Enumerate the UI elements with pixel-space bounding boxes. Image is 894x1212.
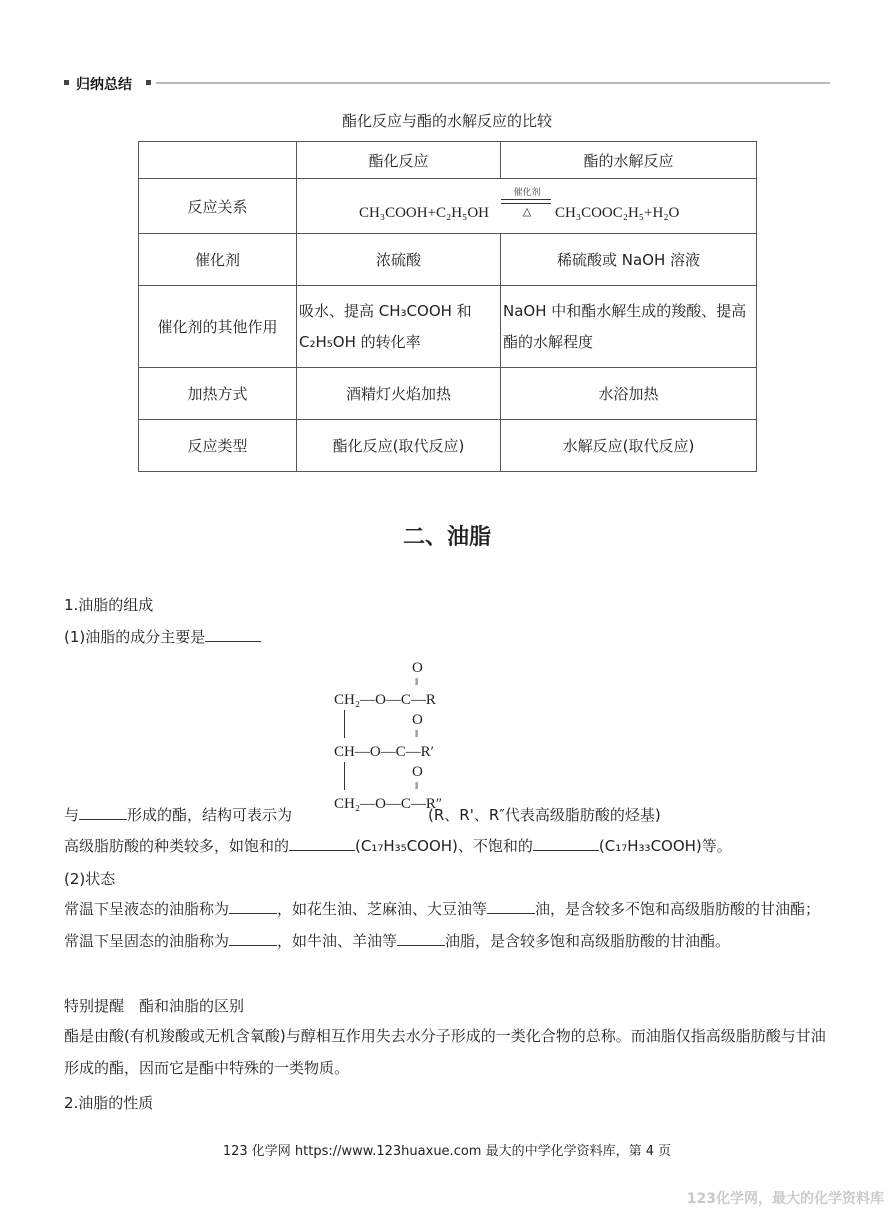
oxygen-label: O xyxy=(412,764,423,780)
subsection-heading: 2.油脂的性质 xyxy=(64,1094,154,1112)
fill-blank[interactable] xyxy=(205,640,261,642)
question-text: (C₁₇H₃₅COOH)、不饱和的 xyxy=(355,837,533,855)
row-label: 加热方式 xyxy=(139,368,297,420)
structure-row: CH₂—O—C—R″ xyxy=(334,796,443,812)
cell-esterification: 酒精灯火焰加热 xyxy=(297,368,501,420)
structure-row: CH₂—O—C—R xyxy=(334,692,436,708)
cell-hydrolysis: 水浴加热 xyxy=(501,368,757,420)
fill-blank[interactable] xyxy=(79,818,127,820)
state-paragraph xyxy=(64,893,830,957)
fill-blank[interactable] xyxy=(229,944,277,946)
fill-blank[interactable] xyxy=(289,849,355,851)
tip-heading: 特别提醒 酯和油脂的区别 xyxy=(64,997,245,1015)
cell-esterification: 酯化反应(取代反应) xyxy=(297,420,501,472)
question-text: ，如花生油、芝麻油、大豆油等 xyxy=(277,900,488,918)
bond-line xyxy=(344,710,345,738)
structure-row: CH—O—C—R′ xyxy=(334,744,434,760)
table-row xyxy=(139,234,757,286)
summary-bar xyxy=(64,74,830,92)
question-text: ，如牛油、羊油等 xyxy=(277,932,398,950)
oxygen-label: O xyxy=(412,712,423,728)
question-text: 常温下呈液态的油脂称为 xyxy=(64,900,230,918)
question-text: 与 xyxy=(64,806,80,824)
subsection-heading: (2)状态 xyxy=(64,870,116,888)
double-bond-icon: ‖ xyxy=(415,780,419,792)
question-text: 高级脂肪酸的种类较多，如饱和的 xyxy=(64,837,290,855)
table-row xyxy=(139,286,757,368)
row-label: 催化剂 xyxy=(139,234,297,286)
equation-reactants: CH₃COOH+C₂H₅OH xyxy=(359,205,489,221)
bullet-square xyxy=(64,80,69,85)
fill-blank[interactable] xyxy=(229,912,277,914)
divider xyxy=(156,82,830,84)
table-caption: 酯化反应与酯的水解反应的比较 xyxy=(341,112,552,130)
question-line xyxy=(64,804,661,825)
subsection-heading: 1.油脂的组成 xyxy=(64,596,154,614)
question-text: (R、R'、R″代表高级脂肪酸的烃基) xyxy=(428,806,661,824)
header-cell: 酯化反应 xyxy=(297,142,501,179)
fill-blank[interactable] xyxy=(533,849,599,851)
cell-hydrolysis: NaOH 中和酯水解生成的羧酸、提高酯的水解程度 xyxy=(501,286,757,368)
cell-hydrolysis: 稀硫酸或 NaOH 溶液 xyxy=(501,234,757,286)
header-cell: 酯的水解反应 xyxy=(501,142,757,179)
table-row xyxy=(139,179,757,234)
table-header-row xyxy=(139,142,757,179)
cell-esterification: 浓硫酸 xyxy=(297,234,501,286)
row-label: 催化剂的其他作用 xyxy=(139,286,297,368)
row-label: 反应关系 xyxy=(139,179,297,234)
summary-label: 归纳总结 xyxy=(76,77,132,93)
question-text: 油，是含较多不饱和高级脂肪酸的甘油酯；常温下呈固态的油脂称为 xyxy=(64,900,821,950)
table-row xyxy=(139,368,757,420)
page-footer: 123 化学网 https://www.123huaxue.com 最大的中学化学资料库，第 4 页 xyxy=(222,1144,672,1159)
catalyst-label: 催化剂 xyxy=(513,187,541,197)
heat-label: △ xyxy=(522,206,532,218)
triglyceride-structure xyxy=(330,660,480,820)
question-line xyxy=(64,626,261,647)
double-bond-icon: ‖ xyxy=(415,676,419,688)
section-title: 二、油脂 xyxy=(402,525,491,550)
tip-paragraph: 酯是由酸(有机羧酸或无机含氧酸)与醇相互作用失去水分子形成的一类化合物的总称。而油脂仅指高级脂肪酸与甘油形成的酯，因而它是酯中特殊的一类物质。 xyxy=(64,1027,826,1077)
fill-blank[interactable] xyxy=(487,912,535,914)
bond-line xyxy=(344,762,345,790)
reversible-arrow-icon xyxy=(501,185,553,225)
question-text: (1)油脂的成分主要是 xyxy=(64,628,206,646)
oxygen-label: O xyxy=(412,660,423,676)
comparison-table xyxy=(138,141,757,472)
question-text: 油脂，是含较多饱和高级脂肪酸的甘油酯。 xyxy=(445,932,731,950)
bullet-square xyxy=(146,80,151,85)
equation-products: CH₃COOC₂H₅+H₂O xyxy=(555,205,680,221)
header-cell xyxy=(139,142,297,179)
table-row xyxy=(139,420,757,472)
reaction-equation xyxy=(297,179,757,234)
cell-esterification: 吸水、提高 CH₃COOH 和 C₂H₅OH 的转化率 xyxy=(297,286,501,368)
row-label: 反应类型 xyxy=(139,420,297,472)
question-text: (C₁₇H₃₃COOH)等。 xyxy=(598,837,732,855)
fill-blank[interactable] xyxy=(397,944,445,946)
question-line xyxy=(64,835,732,856)
question-text: 形成的酯，结构可表示为 xyxy=(127,806,293,824)
cell-hydrolysis: 水解反应(取代反应) xyxy=(501,420,757,472)
double-bond-icon: ‖ xyxy=(415,728,419,740)
watermark: 123化学网，最大的化学资料库 xyxy=(686,1191,884,1207)
